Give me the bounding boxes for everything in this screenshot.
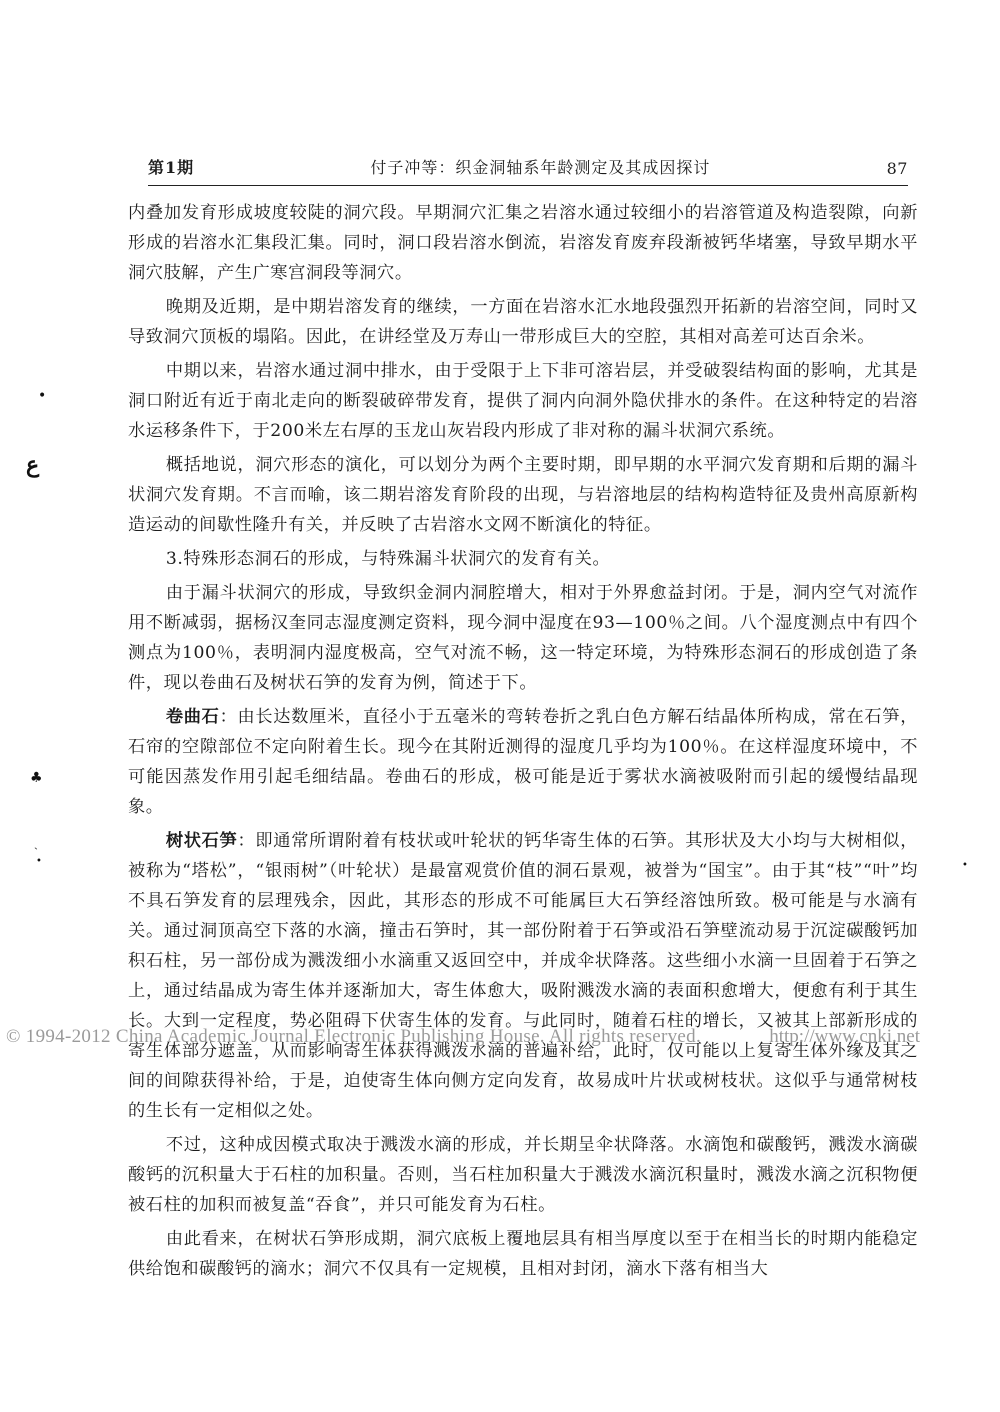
scan-speck-mark: • [36,856,42,867]
running-title: 付子冲等：织金洞轴系年龄测定及其成因探讨 [370,158,711,177]
page-number: 87 [886,159,908,178]
issue-label: 第1期 [148,158,195,177]
paragraph-7 [128,702,918,822]
scan-speck-mark: • [38,388,47,404]
header-rule [148,185,908,186]
paragraph-9: 不过，这种成因模式取决于溅泼水滴的形成，并长期呈伞状降落。水滴饱和碳酸钙，溅泼水滴碳酸钙的沉积量大于石柱的加积量。否则，当石柱加积量大于溅泼水滴沉积量时，溅泼水滴之沉积物便被石柱的加积而被复盖“吞食”，并只可能发育为石柱。 [128,1135,918,1215]
paragraph-7-text: ：由长达数厘米，直径小于五毫米的弯转卷折之乳白色方解石结晶体所构成，常在石笋，石帘的空隙部位不定向附着生长。现今在其附近测得的湿度几乎均为100％。在这样湿度环境中，不可能因蒸发作用引起毛细结晶。卷曲石的形成，极可能是近于雾状水滴被吸附而引起的缓慢结晶现象。 [128,707,918,817]
scan-speck-mark: ˎ [34,836,38,850]
running-header [148,150,908,178]
paragraph-3: 中期以来，岩溶水通过洞中排水，由于受限于上下非可溶岩层，并受破裂结构面的影响，尤其是洞口附近有近于南北走向的断裂破碎带发育，提供了洞内向洞外隐伏排水的条件。在这种特定的岩溶水运移条件下，于200米左右厚的玉龙山灰岩段内形成了非对称的漏斗状洞穴系统。 [128,361,918,441]
article-body [128,198,918,1288]
paragraph-1: 内叠加发育形成坡度较陡的洞穴段。早期洞穴汇集之岩溶水通过较细小的岩溶管道及构造裂隙，向新形成的岩溶水汇集段汇集。同时，洞口段岩溶水倒流，岩溶发育废弃段渐被钙华堵塞，导致早期水平洞穴肢解，产生广寒宫洞段等洞穴。 [128,203,918,283]
term-curly-stone: 卷曲石 [165,707,220,727]
paragraph-2: 晚期及近期，是中期岩溶发育的继续，一方面在岩溶水汇水地段强烈开拓新的岩溶空间，同时又导致洞穴顶板的塌陷。因此，在讲经堂及万寿山一带形成巨大的空腔，其相对高差可达百余米。 [128,297,918,347]
scan-speck-mark: ♣ [30,770,43,786]
paragraph-10: 由此看来，在树状石笋形成期，洞穴底板上覆地层具有相当厚度以至于在相当长的时期内能稳定供给饱和碳酸钙的滴水；洞穴不仅具有一定规模，且相对封闭，滴水下落有相当大 [128,1229,918,1279]
scan-blot-mark: ﻉ [26,452,40,478]
copyright-notice: © 1994-2012 China Academic Journal Electronic Publishing House. All rights reserved. [6,1026,702,1047]
paragraph-8-text: ：即通常所谓附着有枝状或叶轮状的钙华寄生体的石笋。其形状及大小均与大树相似，被称为“塔松”，“银雨树”（叶轮状）是最富观赏价值的洞石景观，被誉为“国宝”。由于其“枝”“叶”均不具石笋发育的层理残余，因此，其形态的形成不可能属巨大石笋经溶蚀所致。极可能是与水滴有关。通过洞顶高空下落的水滴，撞击石笋时，其一部份附着于石笋或沿石笋壁流动易于沉淀碳酸钙加积石柱，另一部份成为溅泼细小水滴重又返回空中，并成伞状降落。这些细小水滴一旦固着于石笋之上，通过结晶成为寄生体并逐渐加大，寄生体愈大，吸附溅泼水滴的表面积愈增大，便愈有利于其生长。大到一定程度，势必阻碍下伏寄生体的发育。与此同时，随着石柱的增长，又被其上部新形成的寄生体部分遮盖，从而影响寄生体获得溅泼水滴的普遍补给，此时，仅可能以上复寄生体外缘及其之间的间隙获得补给，于是，迫使寄生体向侧方定向发育，故易成叶片状或树枝状。这似乎与通常树枝的生长有一定相似之处。 [128,831,918,1121]
paragraph-4: 概括地说，洞穴形态的演化，可以划分为两个主要时期，即早期的水平洞穴发育期和后期的漏斗状洞穴发育期。不言而喻，该二期岩溶发育阶段的出现，与岩溶地层的结构构造特征及贵州高原新构造运动的间歇性隆升有关，并反映了古岩溶水文网不断演化的特征。 [128,455,918,535]
paragraph-5: 3.特殊形态洞石的形成，与特殊漏斗状洞穴的发育有关。 [165,549,611,569]
scan-speck-mark: • [962,860,968,871]
publisher-url: http://www.cnki.net [769,1026,920,1047]
paragraph-8 [128,826,918,1126]
paragraph-6: 由于漏斗状洞穴的形成，导致织金洞内洞腔增大，相对于外界愈益封闭。于是，洞内空气对流作用不断减弱，据杨汉奎同志湿度测定资料，现今洞中湿度在93—100％之间。八个湿度测点中有四个测点为100％，表明洞内湿度极高，空气对流不畅，这一特定环境，为特殊形态洞石的形成创造了条件，现以卷曲石及树状石笋的发育为例，简述于下。 [128,583,918,693]
term-tree-stalagmite: 树状石笋 [165,831,238,851]
